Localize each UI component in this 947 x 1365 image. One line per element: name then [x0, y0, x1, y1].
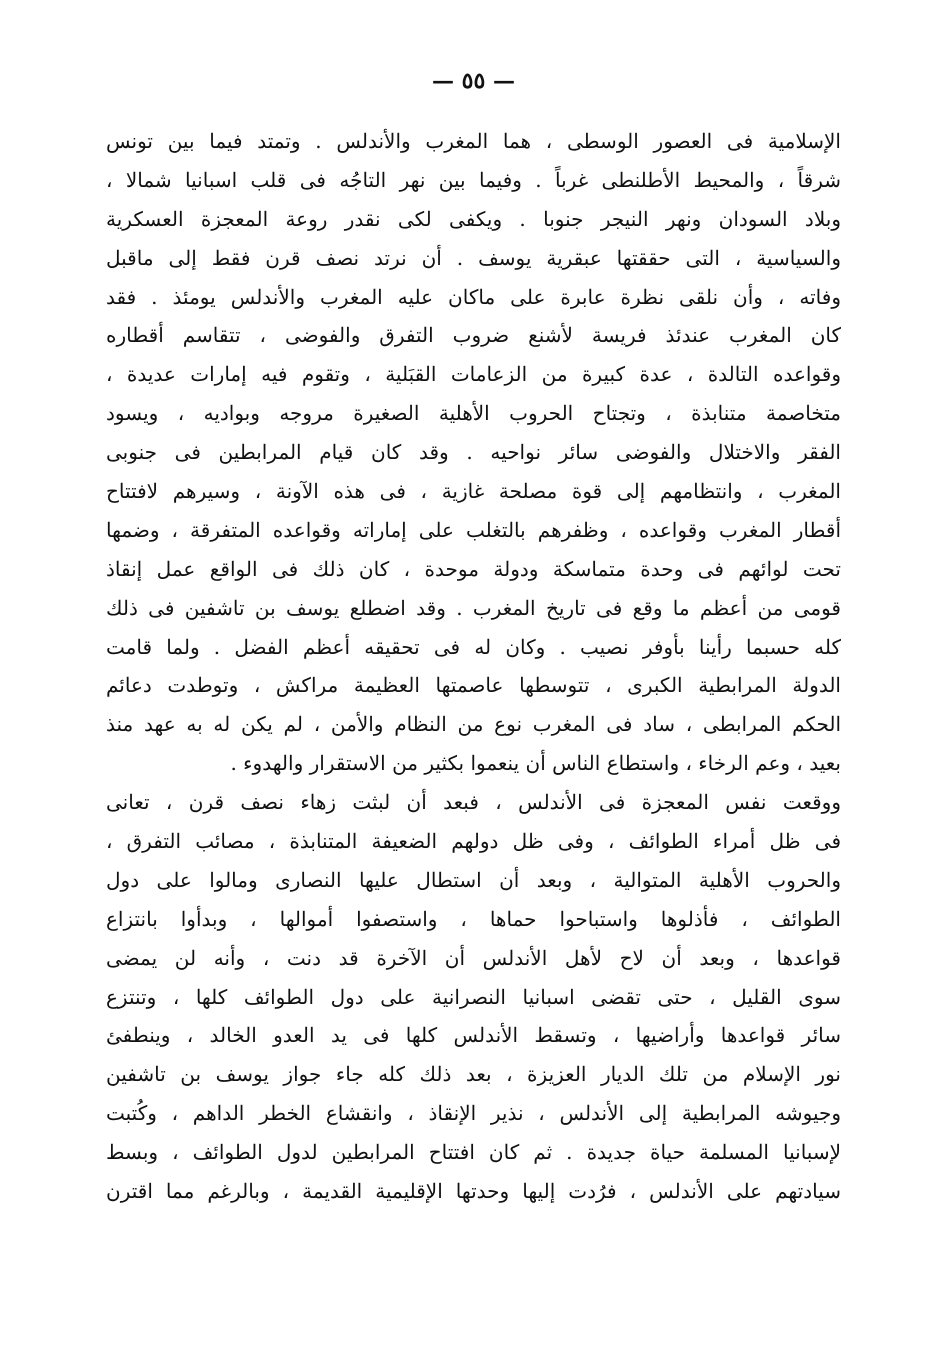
text-line: لإسبانيا المسلمة حياة جديدة . ثم كان افتتاح المرابطين لدول الطوائف ، وبسط	[106, 1140, 841, 1165]
text-line: أقطار المغرب وقواعده ، وظفرهم بالتغلب على إماراته وقواعده المتفرقة ، وضمها	[106, 517, 841, 542]
text-line: الفقر والاختلال والفوضى سائر نواحيه . وقد كان قيام المرابطين فى جنوبى	[106, 440, 841, 465]
text-line: الدولة المرابطية الكبرى ، تتوسطها عاصمتها العظيمة مراكش ، وتوطدت دعائم	[106, 673, 841, 698]
text-line: نور الإسلام من تلك الديار العزيزة ، بعد ذلك كله جاء جواز يوسف بن تاشفين	[106, 1062, 841, 1087]
text-line: قواعدها ، وبعد أن لاح لأهل الأندلس أن الآخرة قد دنت ، وأنه لن يمضى	[106, 945, 841, 970]
text-line: بعيد ، وعم الرخاء ، واستطاع الناس أن ينعموا بكثير من الاستقرار والهدوء .	[230, 751, 841, 776]
text-line: متخاصمة متنابذة ، وتجتاح الحروب الأهلية الصغيرة مروجه وبواديه ، ويسود	[106, 401, 841, 426]
text-line: سيادتهم على الأندلس ، فرُدت إليها وحدتها الإقليمية القديمة ، وبالرغم مما اقترن	[106, 1179, 841, 1204]
text-line: وبلاد السودان ونهر النيجر جنوبا . ويكفى لكى نقدر روعة المعجزة العسكرية	[106, 206, 841, 231]
text-line: تحت لوائهم فى وحدة متماسكة ودولة موحدة ، كان ذلك فى الواقع عمل إنقاذ	[106, 556, 841, 581]
text-line: الحكم المرابطى ، ساد فى المغرب نوع من النظام والأمن ، لم يكن له به عهد منذ	[106, 712, 841, 737]
text-line: وفاته ، وأن نلقى نظرة عابرة على ماكان عليه المغرب والأندلس يومئذ . فقد	[106, 284, 841, 309]
text-line: الطوائف ، فأذلوها واستباحوا حماها ، واستصفوا أموالها ، وبدأوا بانتزاع	[106, 906, 841, 931]
text-line: وجيوشه المرابطية إلى الأندلس ، نذير الإنقاذ ، وانقشاع الخطر الداهم ، وكُتبت	[106, 1101, 841, 1126]
text-line: قومى من أعظم ما وقع فى تاريخ المغرب . وقد اضطلع يوسف بن تاشفين فى ذلك	[106, 595, 841, 620]
text-line: فى ظل أمراء الطوائف ، وفى ظل دولهم الضعيفة المتنابذة ، مصائب التفرق ،	[106, 829, 841, 854]
text-line: والسياسية ، التى حققتها عبقرية يوسف . أن نرتد نصف قرن فقط إلى ماقبل	[106, 245, 841, 270]
text-line: وقواعده التالدة ، عدة كبيرة من الزعامات القبَلية ، وتقوم فيه إمارات عديدة ،	[106, 362, 841, 387]
text-line: سائر قواعدها وأراضيها ، وتسقط الأندلس كلها فى يد العدو الخالد ، وينطفئ	[106, 1023, 841, 1048]
text-line: كله حسبما رأينا بأوفر نصيب . وكان له فى تحقيقه أعظم الفضل . ولما قامت	[106, 634, 841, 659]
text-line: والحروب الأهلية المتوالية ، وبعد أن استطال عليها النصارى ومالوا على دول	[106, 867, 841, 892]
text-line: سوى القليل ، حتى تقضى اسبانيا النصرانية على دول الطوائف كلها ، وتنتزع	[106, 984, 841, 1009]
text-line: ووقعت نفس المعجزة فى الأندلس ، فبعد أن لبثت زهاء نصف قرن ، تعانى	[106, 790, 841, 815]
text-line: كان المغرب عندئذ فريسة لأشنع ضروب التفرق والفوضى ، تتقاسم أقطاره	[106, 323, 841, 348]
text-line: المغرب ، وانتظامهم إلى قوة مصلحة غازية ، فى هذه الآونة ، وسيرهم لافتتاح	[106, 479, 841, 504]
body-text	[106, 122, 841, 1211]
text-line: شرقاً ، والمحيط الأطلنطى غرباً . وفيما بين نهر التاجُه فى قلب اسبانيا شمالا ،	[106, 167, 841, 192]
text-line: الإسلامية فى العصور الوسطى ، هما المغرب والأندلس . وتمتد فيما بين تونس	[106, 129, 841, 153]
page-number: — ٥٥ —	[432, 68, 515, 94]
